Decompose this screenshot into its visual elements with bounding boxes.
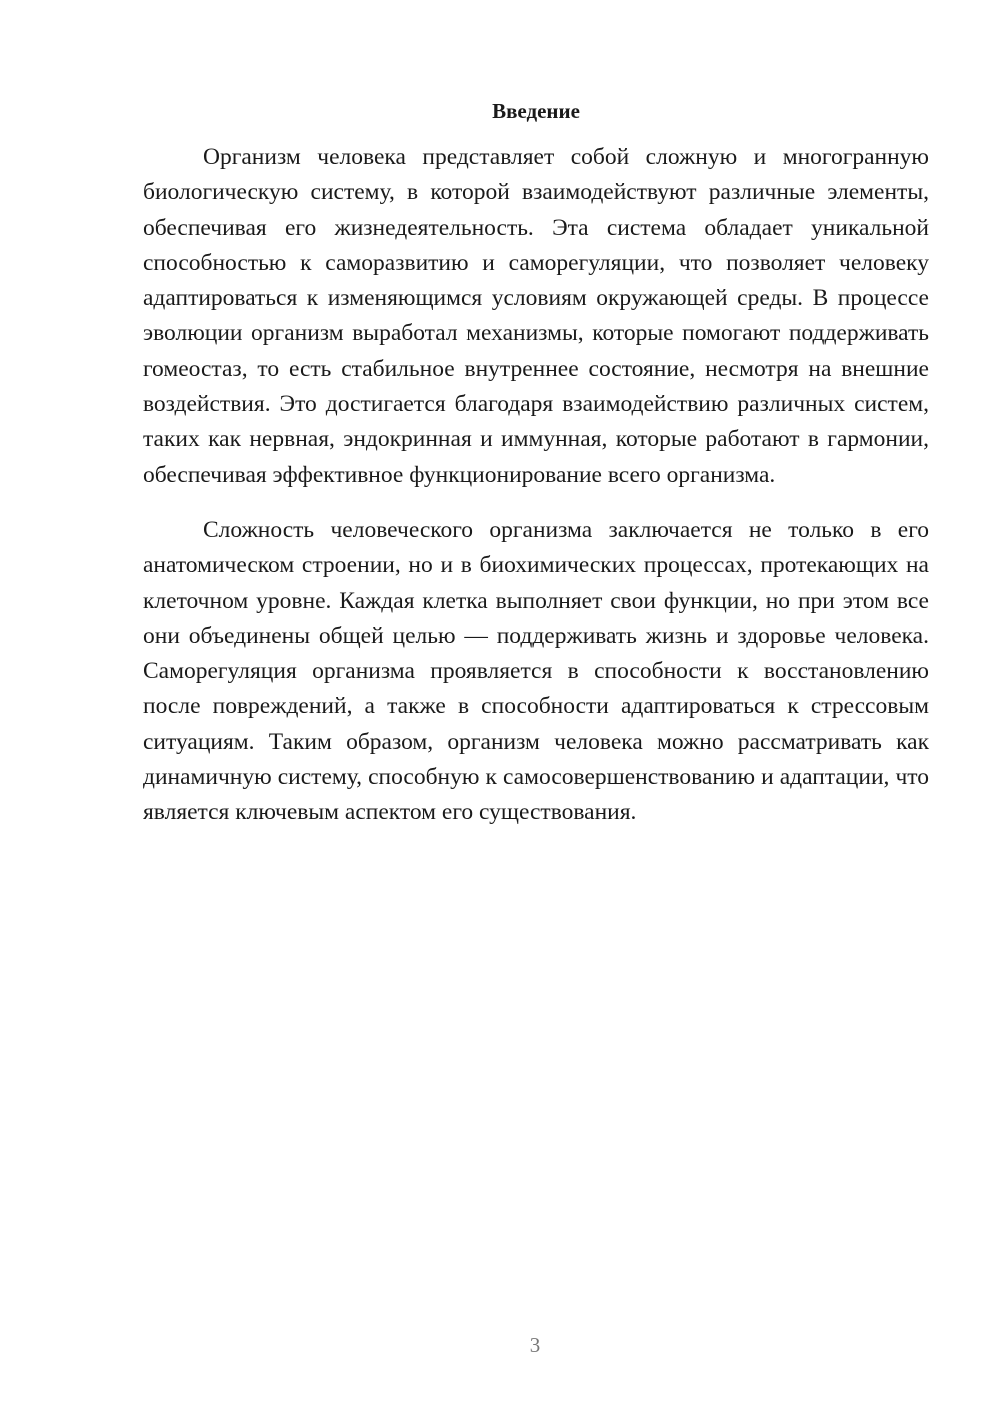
page-number: 3 xyxy=(529,1333,541,1357)
page-content xyxy=(143,96,929,831)
section-heading: Введение xyxy=(492,99,580,123)
paragraph-2: Сложность человеческого организма заключается не только в его анатомическом строении, но и в биохимических процессах, протекающих на клеточном уровне. Каждая клетка выполняет свои функции, но при этом все они объединены общей целью — поддерживать жизнь и здоровье человека. Саморегуляция организма проявляется в способности к восстановлению после повреждений, а также в способности адаптироваться к стрессовым ситуациям. Таким образом, организм человека можно рассматривать как динамичную систему, способную к самосовершенствованию и адаптации, что является ключевым аспектом его существования. xyxy=(143,516,929,826)
paragraph-1: Организм человека представляет собой сложную и многогранную биологическую систему, в которой взаимодействуют различные элементы, обеспечивая его жизнедеятельность. Эта система обладает уникальной способностью к саморазвитию и саморегуляции, что позволяет человеку адаптироваться к изменяющимся условиям окружающей среды. В процессе эволюции организм выработал механизмы, которые помогают поддерживать гомеостаз, то есть стабильное внутреннее состояние, несмотря на внешние воздействия. Это достигается благодаря взаимодействию различных систем, таких как нервная, эндокринная и иммунная, которые работают в гармонии, обеспечивая эффективное функционирование всего организма. xyxy=(143,144,929,488)
